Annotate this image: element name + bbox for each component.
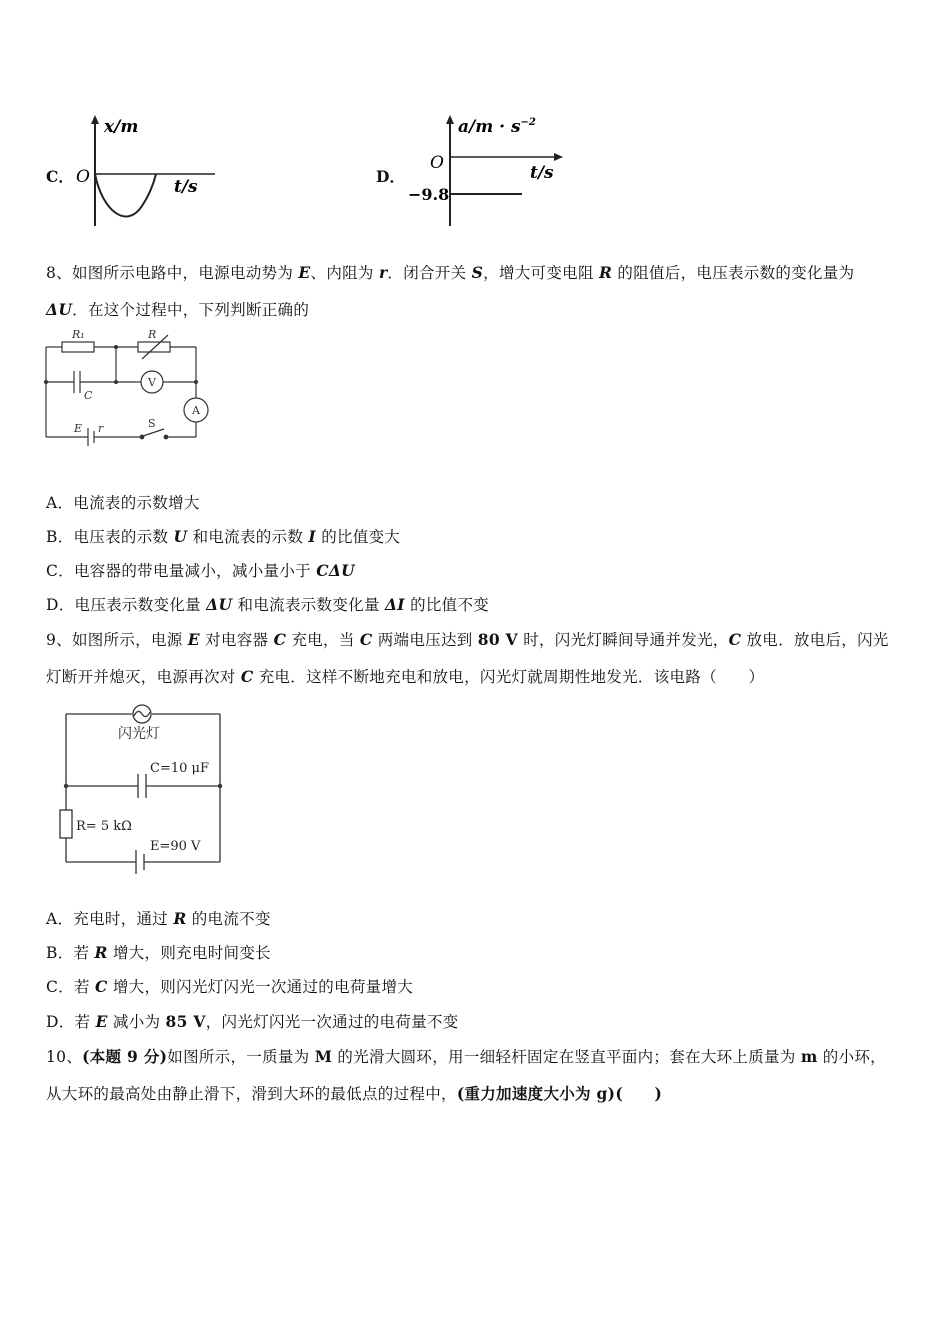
q10-stem-line1: 10、(本题 9 分)如图所示，一质量为 M 的光滑大圆环，用一细轻杆固定在竖直平面内；套在大环上质量为 m 的小环， <box>46 1047 886 1066</box>
label-e: E <box>74 422 83 435</box>
q9-option-a[interactable]: A．充电时，通过 R 的电流不变 <box>46 909 271 928</box>
option-d-graph <box>400 112 570 230</box>
label-ammeter: A <box>192 404 200 417</box>
q9-option-d[interactable]: D．若 E 减小为 85 V，闪光灯闪光一次通过的电荷量不变 <box>46 1012 459 1031</box>
q9-stem-line1: 9、如图所示，电源 E 对电容器 C 充电，当 C 两端电压达到 80 V 时，闪光灯瞬间导通并发光，C 放电．放电后，闪光 <box>46 630 889 649</box>
label-r1: R₁ <box>72 328 85 341</box>
q9-stem-line2: 灯断开并熄灭，电源再次对 C 充电．这样不断地充电和放电，闪光灯就周期性地发光．该电路（ ） <box>46 667 765 686</box>
q9-option-c[interactable]: C．若 C 增大，则闪光灯闪光一次通过的电荷量增大 <box>46 977 414 996</box>
label-flash-lamp: 闪光灯 <box>118 726 160 742</box>
d-x-axis-label: t/s <box>530 163 554 183</box>
c-origin-label: O <box>76 167 90 187</box>
c-y-axis-label: x/m <box>104 117 139 137</box>
c-x-axis-label: t/s <box>174 177 198 197</box>
option-d-label: D． <box>376 167 405 186</box>
d-value-label: −9.8 <box>408 185 450 204</box>
label-emf: E=90 V <box>150 839 201 854</box>
label-r: R <box>148 328 157 341</box>
label-voltmeter: V <box>148 376 156 389</box>
label-resistor: R= 5 kΩ <box>76 819 132 834</box>
d-y-axis-label: $a/m \cdot s^{-2}$ <box>458 117 536 137</box>
q8-option-b[interactable]: B．电压表的示数 U 和电流表的示数 I 的比值变大 <box>46 527 401 546</box>
q8-option-a[interactable]: A．电流表的示数增大 <box>46 494 200 512</box>
q8-option-c[interactable]: C．电容器的带电量减小，减小量小于 CΔU <box>46 561 355 580</box>
q10-stem-line2: 从大环的最高处由静止滑下，滑到大环的最低点的过程中，(重力加速度大小为 g)( ) <box>46 1084 663 1103</box>
q8-stem-line1: 8、如图所示电路中，电源电动势为 E、内阻为 r．闭合开关 S，增大可变电阻 R 的阻值后，电压表示数的变化量为 <box>46 263 855 282</box>
q8-option-d[interactable]: D．电压表示数变化量 ΔU 和电流表示数变化量 ΔI 的比值不变 <box>46 595 490 614</box>
q8-stem-line2: ΔU．在这个过程中，下列判断正确的 <box>46 300 310 319</box>
label-capacitor: C=10 μF <box>150 761 209 776</box>
option-c-label: C． <box>46 167 74 186</box>
q9-option-b[interactable]: B．若 R 增大，则充电时间变长 <box>46 943 271 962</box>
label-switch: S <box>148 417 156 430</box>
label-internal-r: r <box>98 422 104 435</box>
label-c: C <box>84 389 93 402</box>
q8-circuit-diagram <box>40 325 220 460</box>
q9-circuit-diagram <box>54 702 229 874</box>
d-origin-label: O <box>430 153 444 173</box>
option-c-graph <box>70 112 220 230</box>
